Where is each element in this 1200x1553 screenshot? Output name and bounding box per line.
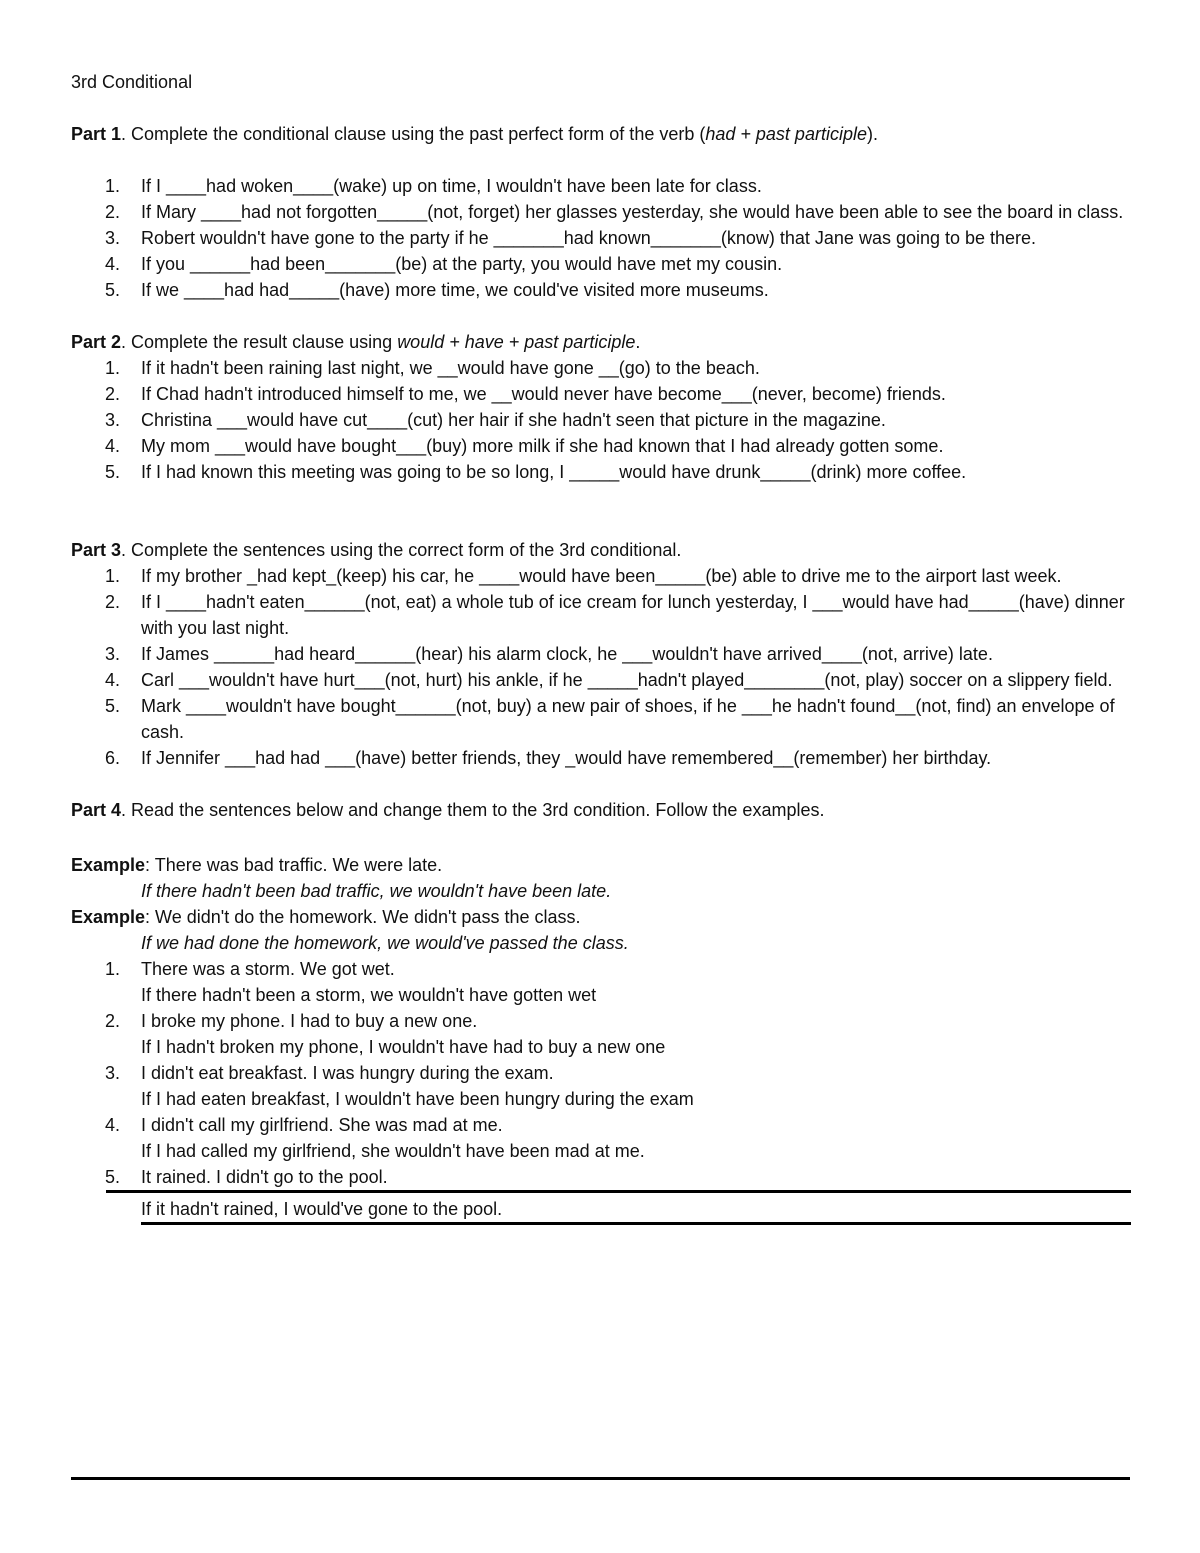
- item-text: There was a storm. We got wet.: [141, 959, 395, 979]
- item-text: Carl ___wouldn't have hurt___(not, hurt) his ankle, if he _____hadn't played________(not, play) soccer on a slippery field.: [141, 670, 1113, 690]
- part3-heading: [71, 537, 1131, 563]
- part2-instruction-italic: would + have + past participle: [397, 332, 636, 352]
- part3-label: Part 3: [71, 540, 122, 560]
- list-item: [71, 1112, 1131, 1164]
- part2-list: [71, 355, 1131, 485]
- answer-rule-bottom: [141, 1222, 1131, 1225]
- list-item: [71, 745, 1131, 771]
- item-number: 2.: [105, 384, 121, 404]
- example-2: [71, 904, 1131, 956]
- item-text: If Mary ____had not forgotten_____(not, forget) her glasses yesterday, she would have been able to see the board in class.: [141, 202, 1124, 222]
- part1-instruction-pre: . Complete the conditional clause using the past perfect form of the verb (: [121, 124, 706, 144]
- item-number: 3.: [105, 1063, 121, 1083]
- item-number: 5.: [105, 1167, 121, 1187]
- item-number: 4.: [105, 670, 121, 690]
- example-answer: If we had done the homework, we would've passed the class.: [141, 933, 629, 953]
- example-label: Example: [71, 907, 146, 927]
- example-text: : There was bad traffic. We were late.: [145, 855, 443, 875]
- item-text: It rained. I didn't go to the pool.: [141, 1167, 388, 1187]
- answer-rule-top: [106, 1190, 1131, 1193]
- list-item: [71, 1164, 1131, 1232]
- item-answer: If I had called my girlfriend, she wouldn't have been mad at me.: [141, 1141, 645, 1161]
- item-number: 1.: [105, 566, 121, 586]
- example-prompt: [71, 904, 1131, 930]
- item-number: 4.: [105, 1115, 121, 1135]
- list-item: [71, 563, 1131, 589]
- page-footer-rule: [71, 1477, 1130, 1480]
- item-number: 1.: [105, 176, 121, 196]
- item-number: 5.: [105, 280, 121, 300]
- part4-instruction: . Read the sentences below and change them to the 3rd condition. Follow the examples.: [121, 800, 825, 820]
- item-text: I didn't call my girlfriend. She was mad at me.: [141, 1115, 503, 1135]
- item-text: If I had known this meeting was going to be so long, I _____would have drunk_____(drink) more coffee.: [141, 462, 967, 482]
- item-text: I broke my phone. I had to buy a new one.: [141, 1011, 478, 1031]
- item-number: 4.: [105, 254, 121, 274]
- part3-list: [71, 563, 1131, 771]
- example-answer: If there hadn't been bad traffic, we wouldn't have been late.: [141, 881, 612, 901]
- item-text: My mom ___would have bought___(buy) more milk if she had known that I had already gotten some.: [141, 436, 944, 456]
- item-number: 2.: [105, 592, 121, 612]
- list-item: [71, 1008, 1131, 1060]
- example-label: Example: [71, 855, 146, 875]
- part1-instruction-italic: had + past participle: [705, 124, 867, 144]
- list-item: [71, 355, 1131, 381]
- part1-label: Part 1: [71, 124, 122, 144]
- list-item: [71, 667, 1131, 693]
- list-item: [71, 641, 1131, 667]
- item-number: 5.: [105, 462, 121, 482]
- list-item: [71, 1060, 1131, 1112]
- list-item: [71, 381, 1131, 407]
- item-text: If it hadn't been raining last night, we __would have gone __(go) to the beach.: [141, 358, 760, 378]
- list-item: [71, 251, 1131, 277]
- item-number: 3.: [105, 228, 121, 248]
- list-item: [71, 407, 1131, 433]
- list-item: [71, 277, 1131, 303]
- item-number: 2.: [105, 202, 121, 222]
- item-number: 3.: [105, 644, 121, 664]
- item-number: 4.: [105, 436, 121, 456]
- item-number: 5.: [105, 696, 121, 716]
- item-number: 2.: [105, 1011, 121, 1031]
- item-text: If I ____had woken____(wake) up on time, I wouldn't have been late for class.: [141, 176, 762, 196]
- part2-instruction-post: .: [635, 332, 641, 352]
- part2-instruction-pre: . Complete the result clause using: [121, 332, 398, 352]
- part1-list: [71, 173, 1131, 303]
- part4-label: Part 4: [71, 800, 122, 820]
- list-item: [71, 459, 1131, 485]
- part4-list: [71, 956, 1131, 1232]
- worksheet-content: [71, 69, 1131, 1232]
- list-item: [71, 693, 1131, 745]
- example-1: [71, 852, 1131, 904]
- part1-instruction-post: ).: [866, 124, 878, 144]
- item-text: If James ______had heard______(hear) his alarm clock, he ___wouldn't have arrived____(not, arrive) late.: [141, 644, 993, 664]
- item-text: Christina ___would have cut____(cut) her hair if she hadn't seen that picture in the magazine.: [141, 410, 886, 430]
- part2-heading: [71, 329, 1131, 355]
- item-text: If my brother _had kept_(keep) his car, he ____would have been_____(be) able to drive me to the airport last week.: [141, 566, 1062, 586]
- item-text: Robert wouldn't have gone to the party if he _______had known_______(know) that Jane was going to be there.: [141, 228, 1037, 248]
- part1-heading: [71, 121, 1131, 147]
- item-text: If Chad hadn't introduced himself to me, we __would never have become___(never, become) friends.: [141, 384, 946, 404]
- item-text: If we ____had had_____(have) more time, we could've visited more museums.: [141, 280, 769, 300]
- item-text: If you ______had been_______(be) at the party, you would have met my cousin.: [141, 254, 783, 274]
- part3-instruction: . Complete the sentences using the correct form of the 3rd conditional.: [121, 540, 682, 560]
- item-number: 1.: [105, 358, 121, 378]
- item-number: 6.: [105, 748, 121, 768]
- list-item: [71, 225, 1131, 251]
- example-text: : We didn't do the homework. We didn't pass the class.: [145, 907, 581, 927]
- item-text: If I ____hadn't eaten______(not, eat) a whole tub of ice cream for lunch yesterday, I ___would have had_____(have) dinner with you last night.: [141, 592, 1125, 638]
- list-item: [71, 173, 1131, 199]
- document-title: 3rd Conditional: [71, 72, 193, 92]
- list-item: [71, 956, 1131, 1008]
- item-text: If Jennifer ___had had ___(have) better friends, they _would have remembered__(remember) her birthday.: [141, 748, 992, 768]
- list-item: [71, 199, 1131, 225]
- item-number: 1.: [105, 959, 121, 979]
- item-answer: If it hadn't rained, I would've gone to the pool.: [141, 1199, 503, 1219]
- item-text: I didn't eat breakfast. I was hungry during the exam.: [141, 1063, 554, 1083]
- item-answer: If I hadn't broken my phone, I wouldn't have had to buy a new one: [141, 1037, 666, 1057]
- item-answer: If I had eaten breakfast, I wouldn't have been hungry during the exam: [141, 1089, 694, 1109]
- item-text: Mark ____wouldn't have bought______(not, buy) a new pair of shoes, if he ___he hadn't found__(not, find) an envelope of cash.: [141, 696, 1115, 742]
- list-item: [71, 433, 1131, 459]
- item-number: 3.: [105, 410, 121, 430]
- part2-label: Part 2: [71, 332, 122, 352]
- part4-heading: [71, 797, 1131, 823]
- example-prompt: [71, 852, 1131, 878]
- item-answer: If there hadn't been a storm, we wouldn't have gotten wet: [141, 985, 597, 1005]
- list-item: [71, 589, 1131, 641]
